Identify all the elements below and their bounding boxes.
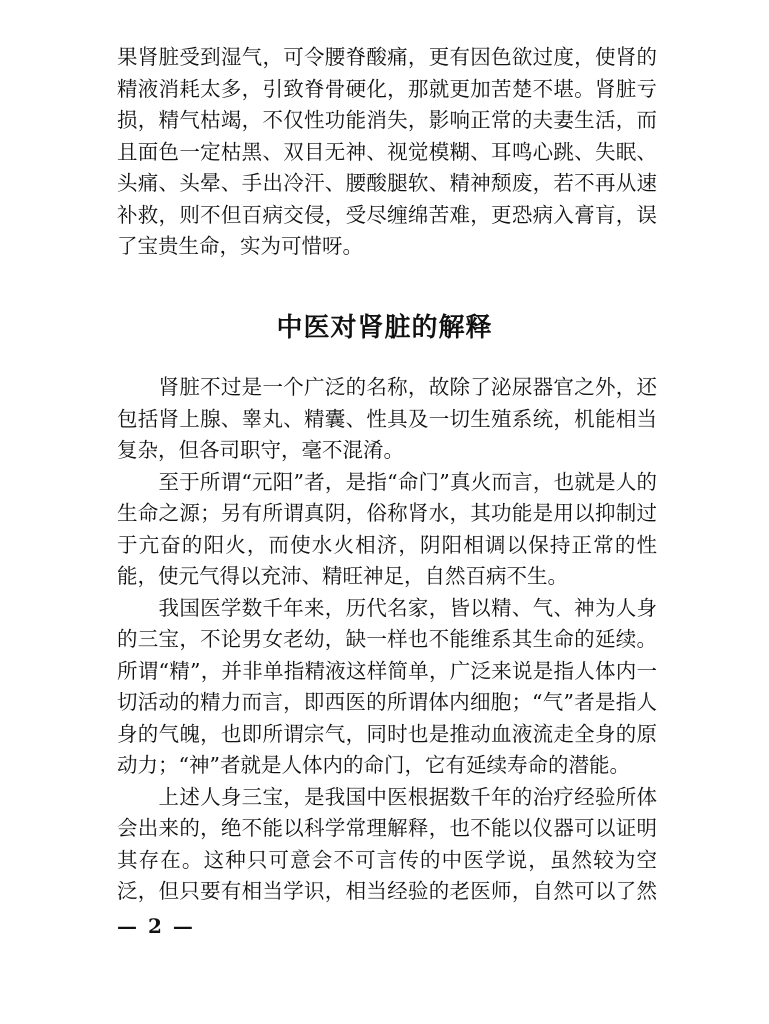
text-line: 复杂，但各司职守，毫不混淆。: [117, 438, 404, 462]
text-line: 会出来的，绝不能以科学常理解释，也不能以仪器可以证明: [117, 816, 657, 840]
text-line: 泛，但只要有相当学识，相当经验的老医师，自然可以了然: [117, 879, 657, 903]
page-number: — 2 —: [117, 914, 195, 938]
intro-paragraph: [117, 42, 657, 263]
text-line: 了宝贵生命，实为可惜呀。: [117, 234, 363, 258]
text-line: 能，使元气得以充沛、精旺神足，自然百病不生。: [117, 564, 568, 588]
text-line: 且面色一定枯黑、双目无神、视觉模糊、耳鸣心跳、失眠、: [117, 139, 657, 164]
text-line: 上述人身三宝，是我国中医根据数千年的治疗经验所体: [117, 784, 657, 809]
text-line: 动力；“神”者就是人体内的命门，它有延续寿命的潜能。: [117, 753, 630, 777]
text-line: 身的气魄，也即所谓宗气，同时也是推动血液流走全身的原: [117, 721, 657, 746]
text-line: 所谓“精”，并非单指精液这样简单，广泛来说是指人体内一: [117, 658, 657, 683]
text-line: 切活动的精力而言，即西医的所谓体内细胞；“气”者是指人: [117, 690, 657, 714]
text-line: 至于所谓“元阳”者，是指“命门”真火而言，也就是人的: [117, 469, 657, 494]
body-text: [117, 372, 657, 908]
text-line: 精液消耗太多，引致脊骨硬化，那就更加苦楚不堪。肾脏亏: [117, 76, 657, 101]
text-line: 其存在。这种只可意会不可言传的中医学说，虽然较为空: [117, 847, 657, 872]
text-line: 于亢奋的阳火，而使水火相济，阴阳相调以保持正常的性: [117, 532, 657, 557]
text-line: 头痛、头晕、手出冷汗、腰酸腿软、精神颓废，若不再从速: [117, 171, 657, 195]
section-title: 中医对肾脏的解释: [276, 313, 493, 343]
text-line: 包括肾上腺、睾丸、精囊、性具及一切生殖系统，机能相当: [117, 406, 657, 431]
text-line: 果肾脏受到湿气，可令腰脊酸痛，更有因色欲过度，使肾的: [117, 45, 657, 69]
text-line: 肾脏不过是一个广泛的名称，故除了泌尿器官之外，还: [117, 375, 657, 399]
text-line: 生命之源；另有所谓真阴，俗称肾水，其功能是用以抑制过: [117, 501, 657, 525]
text-line: 我国医学数千年来，历代名家，皆以精、气、神为人身: [117, 595, 657, 620]
text-line: 的三宝，不论男女老幼，缺一样也不能维系其生命的延续。: [117, 627, 657, 651]
text-line: 补救，则不但百病交侵，受尽缠绵苦难，更恐病入膏肓，误: [117, 202, 657, 227]
text-line: 损，精气枯竭，不仅性功能消失，影响正常的夫妻生活，而: [117, 108, 657, 132]
